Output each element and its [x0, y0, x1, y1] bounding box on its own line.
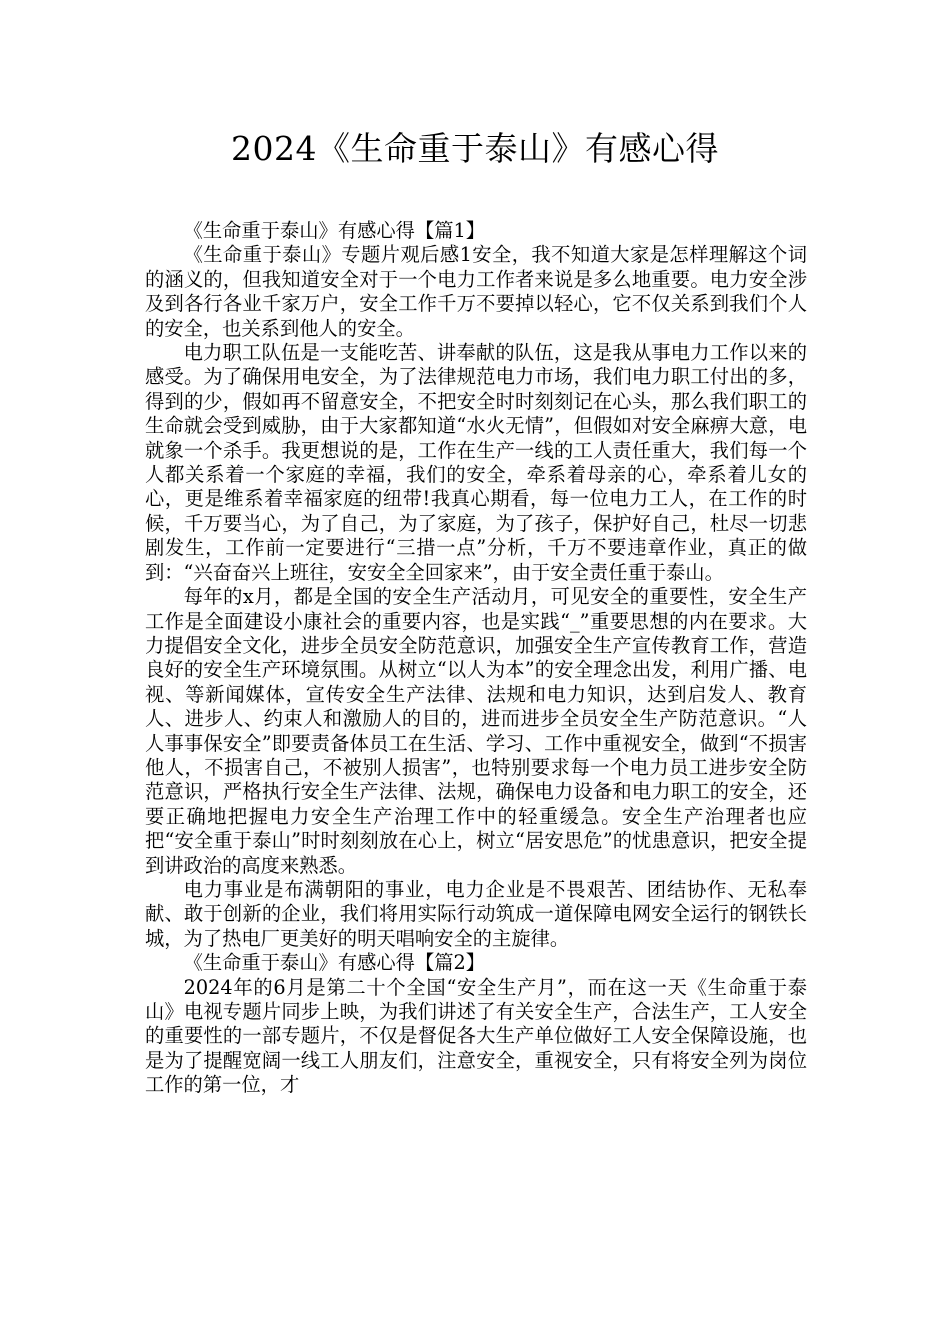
section-heading-1: 《生命重于泰山》有感心得【篇1】	[183, 219, 486, 242]
body-paragraph: 电力事业是布满朝阳的事业，电力企业是不畏艰苦、团结协作、无私奉献、敢于创新的企业，我们将用实际行动筑成一道保障电网安全运行的钢铁长城，为了热电厂更美好的明天唱响安全的主旋律。	[145, 877, 807, 950]
body-paragraph: 每年的x月，都是全国的安全生产活动月，可见安全的重要性，安全生产工作是全面建设小康社会的重要内容，也是实践“_”重要思想的内在要求。大力提倡安全文化，进步全员安全防范意识，加强安全生产宣传教育工作，营造良好的安全生产环境氛围。从树立“以人为本”的安全理念出发，利用广播、电视、等新闻媒体，宣传安全生产法律、法规和电力知识，达到启发人、教育人、进步人、约束人和激励人的目的，进而进步全员安全生产防范意识。“人人事事保安全”即要责备体员工在生活、学习、工作中重视安全，做到“不损害他人，不损害自己，不被别人损害”，也特别要求每一个电力员工进步安全防范意识，严格执行安全生产法律、法规，确保电力设备和电力职工的安全，还要正确地把握电力安全生产治理工作中的轻重缓急。安全生产治理者也应把“安全重于泰山”时时刻刻放在心上，树立“居安思危”的忧患意识，把安全提到讲政治的高度来熟悉。	[145, 585, 807, 877]
body-paragraph: 电力职工队伍是一支能吃苦、讲奉献的队伍，这是我从事电力工作以来的感受。为了确保用电安全，为了法律规范电力市场，我们电力职工付出的多，得到的少，假如再不留意安全，不把安全时时刻刻记在心头，那么我们职工的生命就会受到威胁，由于大家都知道“水火无情”，但假如对安全麻痹大意，电就象一个杀手。我更想说的是，工作在生产一线的工人责任重大，我们每一个人都关系着一个家庭的幸福，我们的安全，牵系着母亲的心，牵系着儿女的心，更是维系着幸福家庭的纽带!我真心期看，每一位电力工人，在工作的时候，千万要当心，为了自己，为了家庭，为了孩子，保护好自己，杜尽一切悲剧发生，工作前一定要进行“三措一点”分析，千万不要违章作业，真正的做到：“兴奋奋兴上班往，安安全全回家来”，由于安全责任重于泰山。	[145, 341, 807, 584]
body-paragraph: 2024年的6月是第二十个全国“安全生产月”，而在这一天《生命重于泰山》电视专题片同步上映，为我们讲述了有关安全生产，合法生产，工人安全的重要性的一部专题片，不仅是督促各大生产单位做好工人安全保障设施，也是为了提醒宽阔一线工人朋友们，注意安全，重视安全，只有将安全列为岗位工作的第一位，才	[145, 975, 807, 1097]
document-title: 2024《生命重于泰山》有感心得	[231, 129, 719, 168]
document-body	[145, 219, 807, 1098]
body-paragraph: 《生命重于泰山》专题片观后感1安全，我不知道大家是怎样理解这个词的涵义的，但我知道安全对于一个电力工作者来说是多么地重要。电力安全涉及到各行各业千家万户，安全工作千万不要掉以轻心，它不仅关系到我们个人的安全，也关系到他人的安全。	[145, 243, 807, 340]
section-heading-2: 《生命重于泰山》有感心得【篇2】	[183, 951, 486, 975]
